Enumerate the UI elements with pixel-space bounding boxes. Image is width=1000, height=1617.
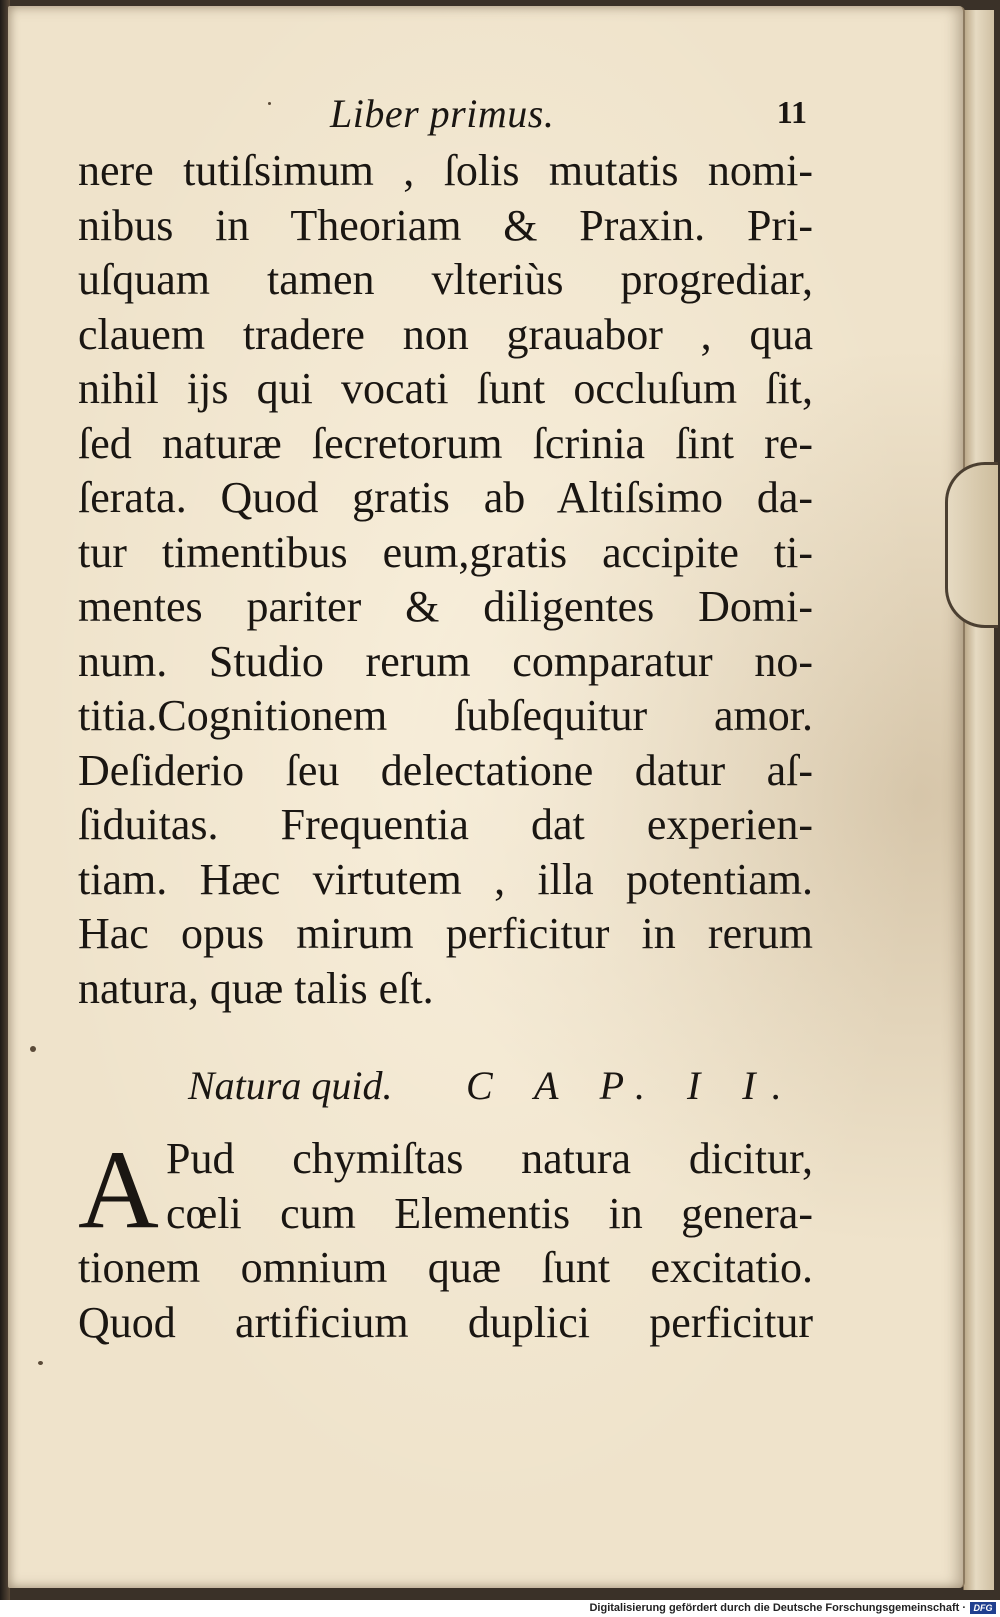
page-tab-notch [945, 462, 998, 628]
body-paragraph [78, 144, 813, 1016]
text-line: uſquam tamen vlteriùs progrediar, [78, 255, 813, 304]
text-line: Hac opus mirum perficitur in rerum [78, 909, 813, 958]
text-line: ſerata. Quod gratis ab Altiſsimo da- [78, 473, 813, 522]
digitization-credit [0, 1600, 1000, 1617]
ink-speck [30, 1046, 36, 1052]
text-line: Quod artificium duplici perficitur [78, 1297, 813, 1347]
text-line: titia.Cognitionem ſubſequitur amor. [78, 691, 813, 740]
text-line: nibus in Theoriam & Praxin. Pri- [78, 200, 813, 250]
text-line: cœli cum Elementis in genera- [166, 1188, 813, 1238]
text-line: natura, quæ talis eſt. [78, 963, 434, 1013]
text-line: clauem tradere non grauabor , qua [78, 309, 813, 359]
chapter-number: C A P. I I. [466, 1063, 798, 1108]
chapter-heading [78, 1056, 813, 1128]
text-line: tiam. Hæc virtutem , illa potentiam. [78, 854, 813, 904]
text-line: ſiduitas. Frequentia dat experien- [78, 800, 813, 849]
text-line: nihil ijs qui vocati ſunt occluſum ſit, [78, 364, 813, 413]
chapter-title: Natura quid. [188, 1063, 393, 1108]
drop-cap: A [78, 1128, 159, 1252]
text-line: nere tutiſsimum , ſolis mutatis nomi- [78, 146, 813, 195]
credit-text: Digitalisierung gefördert durch die Deutsche Forschungsgemeinschaft · [589, 1602, 966, 1614]
dfg-logo-icon: DFG [970, 1602, 996, 1614]
text-line: mentes pariter & diligentes Domi- [78, 582, 813, 631]
running-title: Liber primus. [330, 91, 555, 136]
text-line: Deſiderio ſeu delectatione datur aſ- [78, 745, 813, 795]
page-number: 11 [776, 94, 807, 130]
ink-speck [38, 1361, 43, 1365]
text-line: num. Studio rerum comparatur no- [78, 636, 813, 686]
text-line: ſed naturæ ſecretorum ſcrinia ſint re- [78, 418, 813, 468]
running-head [78, 84, 813, 144]
chapter-paragraph [78, 1128, 813, 1350]
text-line: tionem omnium quæ ſunt excitatio. [78, 1243, 813, 1292]
text-line: tur timentibus eum,gratis accipite ti- [78, 527, 813, 577]
page-edge [963, 10, 994, 1590]
page-text [78, 84, 813, 1350]
text-line: Pud chymiſtas natura dicitur, [166, 1134, 813, 1183]
